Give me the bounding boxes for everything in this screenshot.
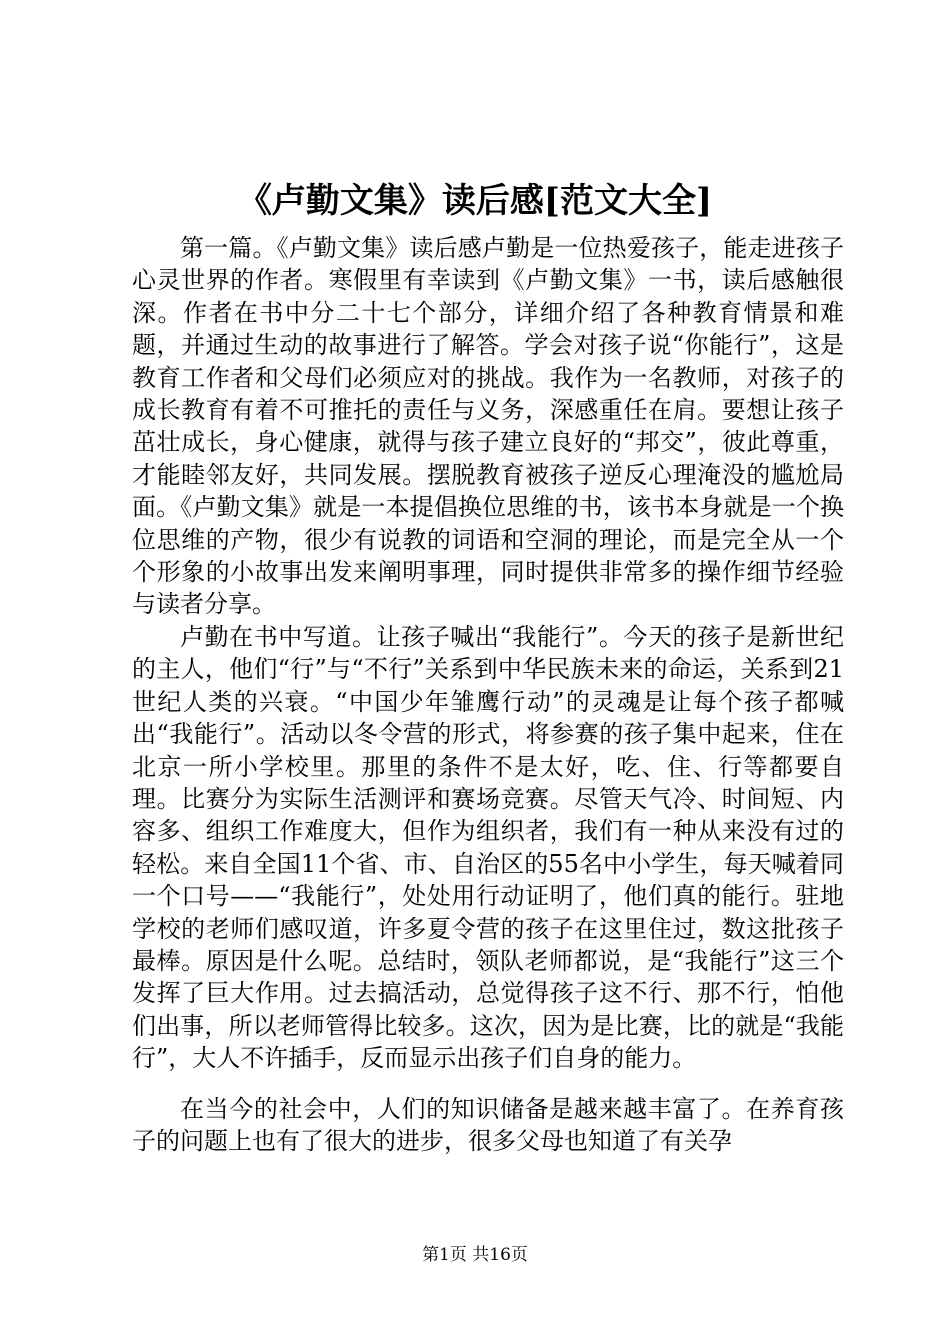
paragraph-3: 在当今的社会中，人们的知识储备是越来越丰富了。在养育孩子的问题上也有了很大的进步，很多父母也知道了有关孕: [132, 1094, 844, 1155]
page-footer: 第1页 共16页: [422, 1245, 528, 1265]
document-body: [132, 232, 844, 1157]
document-title: 《卢勤文集》读后感[范文大全]: [237, 181, 713, 221]
paragraph-1: 第一篇。《卢勤文集》读后感卢勤是一位热爱孩子，能走进孩子心灵世界的作者。寒假里有幸读到《卢勤文集》一书，读后感触很深。作者在书中分二十七个部分，详细介绍了各种教育情景和难题，并通过生动的故事进行了解答。学会对孩子说“你能行”，这是教育工作者和父母们必须应对的挑战。我作为一名教师，对孩子的成长教育有着不可推托的责任与义务，深感重任在肩。要想让孩子茁壮成长，身心健康，就得与孩子建立良好的“邦交”，彼此尊重，才能睦邻友好，共同发展。摆脱教育被孩子逆反心理淹没的尴尬局面。《卢勤文集》就是一本提倡换位思维的书，该书本身就是一个换位思维的产物，很少有说教的词语和空洞的理论，而是完全从一个个形象的小故事出发来阐明事理，同时提供非常多的操作细节经验与读者分享。: [132, 234, 844, 619]
paragraph-2: 卢勤在书中写道。让孩子喊出“我能行”。今天的孩子是新世纪的主人，他们“行”与“不行”关系到中华民族未来的命运，关系到21世纪人类的兴衰。“中国少年雏鹰行动”的灵魂是让每个孩子都喊出“我能行”。活动以冬令营的形式，将参赛的孩子集中起来，住在北京一所小学校里。那里的条件不是太好，吃、住、行等都要自理。比赛分为实际生活测评和赛场竞赛。尽管天气冷、时间短、内容多、组织工作难度大，但作为组织者，我们有一种从来没有过的轻松。来自全国11个省、市、自治区的55名中小学生，每天喊着同一个口号——“我能行”，处处用行动证明了，他们真的能行。驻地学校的老师们感叹道，许多夏令营的孩子在这里住过，数这批孩子最棒。原因是什么呢。总结时，领队老师都说，是“我能行”这三个发挥了巨大作用。过去搞活动，总觉得孩子这不行、那不行，怕他们出事，所以老师管得比较多。这次，因为是比赛，比的就是“我能行”，大人不许插手，反而显示出孩子们自身的能力。: [132, 622, 844, 1073]
